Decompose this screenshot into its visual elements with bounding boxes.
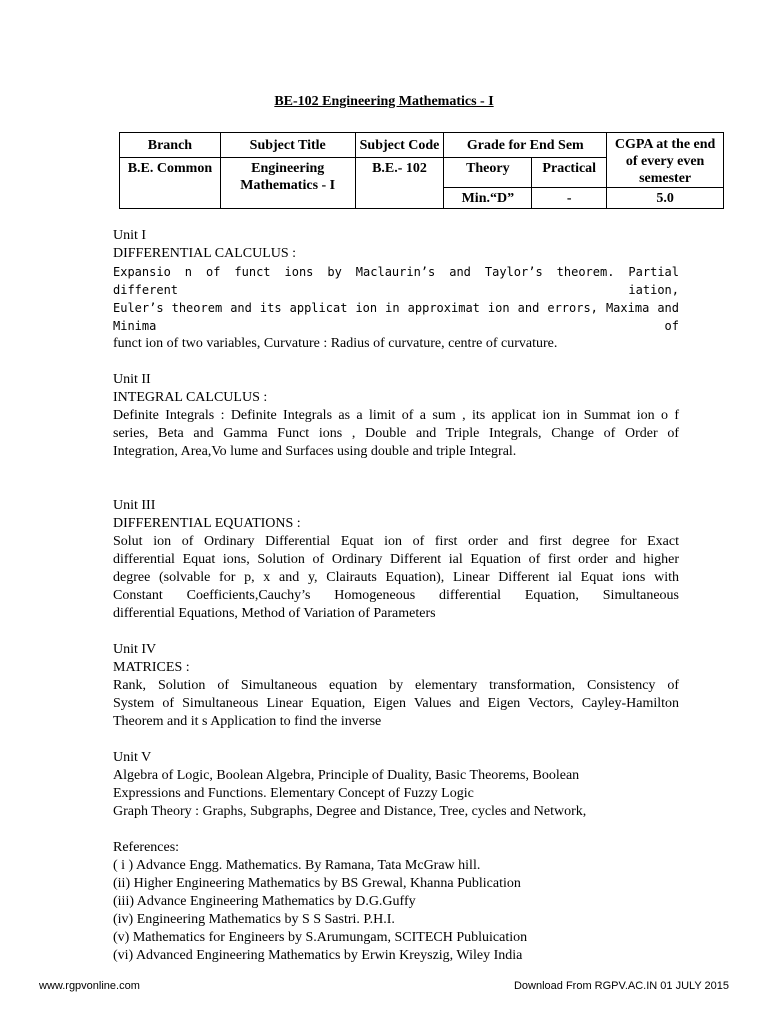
header-grade: Grade for End Sem [444,133,607,158]
unit-2 [113,371,679,461]
subject-info-table [119,132,724,209]
unit-heading: DIFFERENTIAL CALCULUS : [113,246,297,261]
unit-line: Solut ion of Ordinary Differential Equat ion of first order and first degree for Exact [113,534,679,549]
cell-branch: B.E. Common [120,158,221,209]
cell-theory: Theory [444,158,532,188]
unit-line: Theorem and it s Application to find the inverse [113,714,382,729]
reference-item: (ii) Higher Engineering Mathematics by BS Grewal, Khanna Publication [113,876,521,891]
unit-line: funct ion of two variables, Curvature : Radius of curvature, centre of curvature. [113,336,558,351]
unit-line: Definite Integrals : Definite Integrals as a limit of a sum , its applicat ion in Summat ion o f [113,408,679,423]
cell-subject-title: Engineering Mathematics - I [220,158,355,209]
reference-item: (iv) Engineering Mathematics by S S Sastri. P.H.I. [113,912,395,927]
footer-website: www.rgpvonline.com [39,980,140,992]
unit-label: Unit I [113,228,147,243]
unit-line: differential Equat ions, Solution of Ordinary Different ial Equation of first order and higher [113,552,679,567]
references-section [113,839,679,965]
unit-line: degree (solvable for p, x and y, Clairauts Equation), Linear Different ial Equat ions with [113,570,679,585]
unit-line: Expansio n of funct ions by Maclaurin’s and Taylor’s theorem. Partial different iation, [113,265,679,297]
unit-line: System of Simultaneous Linear Equation, Eigen Values and Eigen Vectors, Cayley-Hamilton [113,696,679,711]
unit-line: Graph Theory : Graphs, Subgraphs, Degree and Distance, Tree, cycles and Network, [113,804,587,819]
unit-heading: DIFFERENTIAL EQUATIONS : [113,516,301,531]
unit-line: Rank, Solution of Simultaneous equation by elementary transformation, Consistency of [113,678,679,693]
header-branch: Branch [120,133,221,158]
header-subject-code: Subject Code [355,133,444,158]
syllabus-body [113,227,679,965]
unit-label: Unit III [113,498,156,513]
unit-3 [113,497,679,623]
unit-label: Unit IV [113,642,157,657]
unit-5 [113,749,679,821]
unit-label: Unit II [113,372,151,387]
reference-item: ( i ) Advance Engg. Mathematics. By Ramana, Tata McGraw hill. [113,858,481,873]
unit-line: Integration, Area,Vo lume and Surfaces using double and triple Integral. [113,444,517,459]
header-cgpa: CGPA at the end of every even semester [607,133,724,188]
reference-item: (vi) Advanced Engineering Mathematics by Erwin Kreyszig, Wiley India [113,948,523,963]
references-heading: References: [113,840,180,855]
unit-label: Unit V [113,750,152,765]
unit-line: Constant Coefficients,Cauchy’s Homogeneous differential Equation, Simultaneous [113,588,679,603]
unit-line: Expressions and Functions. Elementary Concept of Fuzzy Logic [113,786,474,801]
unit-1 [113,227,679,353]
reference-item: (iii) Advance Engineering Mathematics by D.G.Guffy [113,894,416,909]
unit-heading: MATRICES : [113,660,190,675]
footer-download-note: Download From RGPV.AC.IN 01 JULY 2015 [513,980,729,992]
reference-item: (v) Mathematics for Engineers by S.Arumungam, SCITECH Publuication [113,930,528,945]
cell-practical: Practical [532,158,607,188]
unit-line: differential Equations, Method of Variation of Parameters [113,606,436,621]
cell-cgpa: 5.0 [607,188,724,209]
unit-4 [113,641,679,731]
unit-line: Euler’s theorem and its applicat ion in approximat ion and errors, Maxima and Minima of [113,301,679,333]
cell-subject-code: B.E.- 102 [355,158,444,209]
document-title: BE-102 Engineering Mathematics - I [274,94,494,109]
unit-line: series, Beta and Gamma Funct ions , Double and Triple Integrals, Change of Order of [113,426,679,441]
header-subject-title: Subject Title [220,133,355,158]
unit-line: Algebra of Logic, Boolean Algebra, Principle of Duality, Basic Theorems, Boolean [113,768,580,783]
cell-theory-min: Min.“D” [444,188,532,209]
cell-practical-min: - [532,188,607,209]
unit-heading: INTEGRAL CALCULUS : [113,390,268,405]
